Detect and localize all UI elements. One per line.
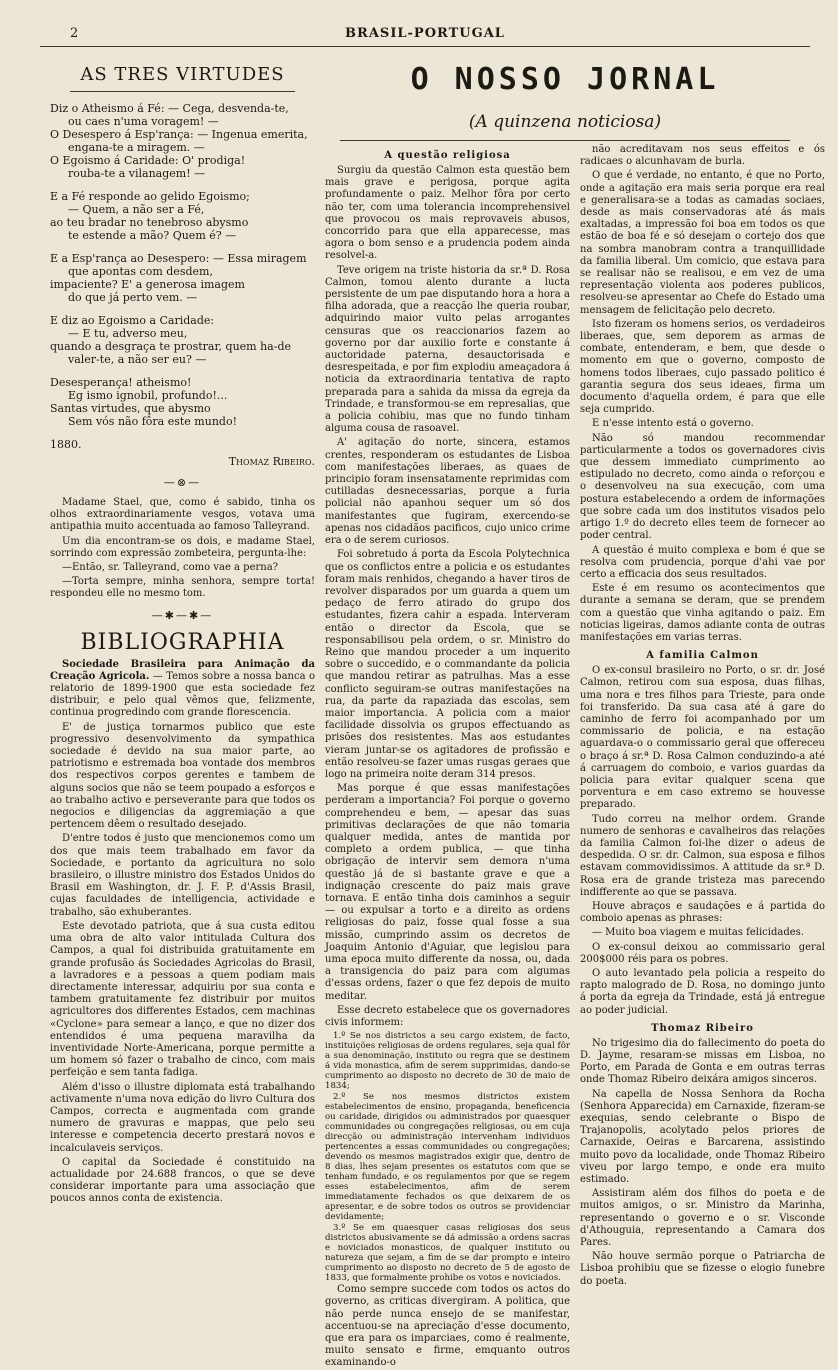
bibliography-title: BIBLIOGRAPHIA [80,629,285,655]
paragraph: — Muito boa viagem e muitas felicidades. [592,927,804,939]
ribeiro-body [580,1038,825,1288]
paragraph: 1.º Se nos districtos a seu cargo existem, de facto, instituições religiosas de ordens regulares, seja qual fôr a sua denominação, instituto ou regra que se destinem á vida monastica, afim de serem supprimidas, dando-se cumprimento ao disposto no decreto de 30 de maio de 1834; [325,1031,570,1092]
poem-line: — E tu, adverso meu, [68,327,188,340]
poem-line: ou caes n'uma voragem! — [68,115,219,128]
poem-line: Diz o Atheismo á Fé: — Cega, desvenda-te, [50,102,289,115]
poem-stanza [50,102,315,180]
paragraph: Como sempre succede com todos os actos do governo, as criticas divergiram. A politica, que não perde nunca ensejo de se manifestar, accentuou-se na apreciação d'esse documento, que era para os imparciaes, como é realmente, muito sensato e firme, emquanto outros examinando-o [325,1284,570,1369]
journal-title: O NOSSO JORNAL [410,62,720,97]
paragraph: Teve origem na triste historia da sr.ª D. Rosa Calmon, tomou alento durante a lucta persistente de um pae disputando hora a hora a filha adorada, que a reacção lhe queria roubar, adquirindo maior vulto pelas arrogantes censuras que os reaccionarios fazem ao governo por dar auxilio forte e constante á auctoridade paterna, desauctorisada e desrespeitada, e por fim explodiu ameaçadora á noticia da extraordinaria tentativa de rapto preparada para a sahida da missa da egreja da Trindade, e transformou-se em represalias, que a policia cohibiu, mas que no fundo tinham alguma cousa de rasoavel. [325,264,570,435]
section-heading-ribeiro: Thomaz Ribeiro [651,1022,754,1034]
calmon-body [580,665,825,1017]
religiosa-body [325,165,570,1029]
paragraph: Não só mandou recommendar particularmente a todos os governadores civis que dessem immediato cumprimento ao estipulado no decreto, como ainda o reforçou e o desenvolveu na sua execução, com uma postura estabelecendo a ordem de informações que sobre cada um dos institutos visados pelo artigo 1.º do decreto elles teem de fornecer ao poder central. [580,432,825,542]
poem-line: O Egoismo á Caridade: O' prodiga! [50,154,246,167]
poem-line: valer-te, a não ser eu? — [68,353,207,366]
poem-line: Sem vós não fôra este mundo! [68,415,237,428]
poem-body [50,102,315,428]
paragraph: O que é verdade, no entanto, é que no Porto, onde a agitação era mais seria porque era real e generalisara-se a todas as camadas sociaes, desde as mais conservadoras até ás mais exaltadas, a impressão foi boa em todos os que estão de boa fé e só desejam o cortejo dos que na sombra manobram contra a tranquillidade da familia liberal. Um comicio, que estava para se realisar não se realisou, e em vez de uma representação violenta aos poderes publicos, resolveu-se apresentar ao Chefe do Estado uma mensagem de felicitação pelo decreto. [580,170,825,316]
paragraph: E' de justiça tornarmos publico que este progressivo desenvolvimento da sympathica sociedade é devido na sua maior parte, ao patriotismo e estremada boa vontade dos membros dos respectivos corpos gerentes e tambem de alguns socios que não se teem poupado a esforços e ao trabalho activo e perseverante para que todos os negocios e diligencias da aggremiação a que pertencem dêem o resultado desejado. [50,721,315,831]
journal-subtitle: (A quinzena noticiosa) [468,112,662,132]
separator-ornament: —⊗— [163,476,202,489]
paragraph: 2.º Se nos mesmos districtos existem estabelecimentos de ensino, propaganda, beneficencia ou caridade, dirigidos ou administrados por quaesquer communidades ou congregações religiosas, ou em cuja direcção ou administração intervenham individuos pertencentes a essas communidades ou congregações; devendo os mesmos magistrados exigir que, dentro de 8 dias, lhes sejam presentes os estatutos com que se tenham fundado, e os regulamentos por que se regem esses estabelecimentos, afim de serem immediatamente fechados os que deixarem de os apresentar, e de sobre todos os outros se providenciar devidamente; [325,1092,570,1223]
poem-stanza [50,190,315,242]
paragraph: Houve abraços e saudações e á partida do comboio apenas as phrases: [580,900,825,925]
paragraph: O ex-consul brasileiro no Porto, o sr. dr. José Calmon, retirou com sua esposa, duas filhas, uma nora e tres filhos para Trieste, para onde foi transferido. Da sua casa até á gare do caminho de ferro foi acompanhado por um commissario de policia, e na estação aguardava-o o commissario geral que offereceu o braço á sr.ª D. Rosa Calmon conduzindo-a até á carruagem do comboio, e varios guardas da policia para evitar qualquer scena que porventura e em caso extremo se houvesse preparado. [580,665,825,811]
poem-line: E diz ao Egoismo a Caridade: [50,314,215,327]
paragraph: —Torta sempre, minha senhora, sempre torta! respondeu elle no mesmo tom. [50,576,315,600]
page-header [40,24,810,47]
anecdote [50,497,315,601]
column-middle [325,60,570,1369]
poem-line: do que já perto vem. — [68,291,198,304]
poem-line: E a Esp'rança ao Desespero: — Essa miragem [50,252,307,265]
paragraph: Não houve sermão porque o Patriarcha de Lisboa prohibiu que se fizesse o elogio funebre do poeta. [580,1251,825,1287]
separator-ornament: —✱—✱— [151,608,214,622]
poem-line: O Desespero á Esp'rança: — Ingenua emerita, [50,128,308,141]
paragraph: Na capella de Nossa Senhora da Rocha (Senhora Apparecida) em Carnaxide, fizeram-se exequias, sendo celebrante o Bispo de Trajanopolis, acolytado pelos priores de Carnaxide, Oeiras e Barcarena, assistindo muito povo da localidade, onde Thomaz Ribeiro viveu por largo tempo, e onde era muito estimado. [580,1088,825,1186]
poem-line: quando a desgraça te prostrar, quem ha-de [50,340,292,353]
paragraph: Assistiram além dos filhos do poeta e de muitos amigos, o sr. Ministro da Marinha, representando o governo e o sr. Visconde d'Athouguia, representando a Camara dos Pares. [580,1188,825,1249]
divider [70,91,295,92]
paragraph: A questão é muito complexa e bom é que se resolva com prudencia, porque d'ahi vae por certo a efficacia dos seus resultados. [580,544,825,580]
poem-line: Santas virtudes, que abysmo [50,402,211,415]
paragraph: Surgiu da questão Calmon esta questão bem mais grave e perigosa, porque agita profundamente o paiz. Melhor fôra por certo não ter, com uma tolerancia incomprehensivel que provocou os mais reprovaveis abusos, concorrido para que ella apparecesse, mas agora o bom senso e a prudencia podem ainda resolvel-a. [325,165,570,262]
poem-stanza [50,376,315,428]
poem-title: AS TRES VIRTUDES [80,64,285,85]
religiosa-closing [325,1284,570,1369]
paragraph: Um dia encontram-se os dois, e madame Stael, sorrindo com expressão zombeteira, pergunta-lhe: [50,535,315,559]
poem-line: que apontas com desdem, [68,265,213,278]
poem-line: — Quem, a não ser a Fé, [68,203,205,216]
paragraph: O ex-consul deixou ao commissario geral 200$000 réis para os pobres. [580,941,825,965]
paragraph: 3.º Se em quaesquer casas religiosas dos seus districtos abusivamente se dá admissão a ordens sacras e noviciados monasticos, de qualquer instituto ou natureza que sejam, a fim de se dar prompto e inteiro cumprimento ao disposto no decreto de 5 de agosto de 1833, que formalmente prohibe os votos e noviciados. [325,1223,570,1284]
paragraph: Além d'isso o illustre diplomata está trabalhando activamente n'uma nova edição do livro Cultura dos Campos, correcta e augmentada com grande numero de gravuras e mappas, que pelo seu interesse e competencia decerto prestará novos e incalculaveis serviços. [50,1081,315,1154]
poem-line: Desesperança! atheismo! [50,376,192,389]
poem-line: te estende a mão? Quem é? — [68,229,237,242]
paragraph: No trigesimo dia do fallecimento do poeta do D. Jayme, resaram-se missas em Lisboa, no Porto, em Parada de Gonta e em outras terras onde Thomaz Ribeiro deixára amigos sinceros. [580,1037,825,1086]
paragraph: Este é em resumo os acontecimentos que durante a semana se deram, que se prendem com a questão que vinha agitando o paiz. Em noticias ligeiras, damos adiante conta de outras manifestações em varias terras. [580,583,825,643]
poem-line: Eg ismo ignobil, profundo!... [68,389,228,402]
religiosa-continued [580,144,825,644]
paragraph: Foi sobretudo á porta da Escola Polytechnica que os conflictos entre a policia e os estudantes foram mais renhidos, chegando a haver tiros de revolver disparados por um guarda a quem um pedaço de ferro atirado do grupo dos estudantes, fizera cahir a espada. Interveram então o director da Escola, que se responsabilisou pela ordem, o sr. Ministro do Reino que mandou proceder a um inquerito sobre o succedido, e o commandante da policia que mandou retirar as patrulhas. Mas a esse conflicto seguiram-se outras manifestações na rua, da parte da rapaziada das escolas, sem maior importancia. A policia com a maior facilidade dissolvia os grupos effectuando as prisões dos resistentes. Mas aos estudantes vieram juntar-se os agitadores de profissão e então resolveu-se fazer umas rusgas geraes que logo na primeira noite deram 314 presos. [325,549,570,780]
paragraph: O capital da Sociedade é constituido na actualidade por 24.688 francos, o que se deve considerar importante para uma associação que poucos annos conta de existencia. [50,1156,315,1205]
paragraph: Tudo correu na melhor ordem. Grande numero de senhoras e cavalheiros das relações da familia Calmon foi-lhe dizer o adeus de despedida. O sr. dr. Calmon, sua esposa e filhos estavam commovidissimos. A attitude da sr.ª D. Rosa era de grande tristeza mas parecendo indifferente ao que se passava. [580,813,825,898]
poem-author: Thomaz Ribeiro. [228,455,315,468]
section-heading-religiosa: A questão religiosa [384,150,511,161]
paragraph: O auto levantado pela policia a respeito do rapto malogrado de D. Rosa, no domingo junto á porta da egreja da Trindade, está já entregue ao poder judicial. [580,968,825,1016]
running-title: BRASIL-PORTUGAL [345,26,505,41]
column-left [50,60,315,1205]
poem-line: E a Fé responde ao gelido Egoismo; [50,190,250,203]
paragraph: Este devotado patriota, que á sua custa editou uma obra de alto valor intitulada Cultura dos Campos, a qual foi distribuida gratuitamente em grande profusão ás Sociedades Agricolas do Brasil, a lavradores e a pessoas a quem podiam mais directamente interessar, adquiriu por sua conta e tambem gratuitamente fez distribuir por muitos agricultores dos differentes Estados, cem machinas «Cyclone» para semear a lanço, e que no dizer dos entendidos é uma pequena maravilha da inventividade Norte-Americana, porque permitte a um homem só fazer o trabalho de cinco, com mais perfeição e sem tanta fadiga. [50,920,315,1079]
bibliography-body [50,722,315,1206]
paragraph: Madame Stael, que, como é sabido, tinha os olhos extraordinariamente vesgos, votava uma antipathia muito accentuada ao famoso Talleyrand. [50,497,315,533]
paragraph: A' agitação do norte, sincera, estamos crentes, responderam os estudantes de Lisboa com manifestações liberaes, as quaes de principio foram insensatamente reprimidas com cutilladas desnecessarias, porque a furia policial não apanhou sequer um só dos manifestantes que fugiram, exercendo-se apenas nos cidadãos pacificos, cujo unico crime era o de serem curiosos. [325,437,570,547]
poem-line: rouba-te a vilanagem! — [68,167,206,180]
paragraph: Mas porque é que essas manifestações perderam a importancia? Foi porque o governo comprehendeu e bem, — apesar das suas primitivas declarações de que não tomaria qualquer medida, antes de mantida por completo a ordem publica, — que tinha obrigação de intervir sem demora n'uma questão já de si bastante grave e que a indignação crescente do paiz mais grave tornava. E então tinha dois caminhos a seguir — ou expulsar a torto e a direito as ordens religiosas do paiz, fosse qual fosse a sua missão, cumprindo assim os decretos de Joaquim Antonio d'Aguiar, que legislou para uma epoca muito differente da nossa, ou, dada a transigencia do paiz para com algumas d'essas ordens, fazer o que fez depois de muito meditar. [325,783,570,1002]
poem-stanza [50,314,315,366]
page-number: 2 [70,26,79,41]
paragraph: não acreditavam nos seus effeitos e ós radicaes o alcunhavam de burla. [580,144,825,168]
bibliography-lead: — Temos sobre a nossa banca o relatorio de 1899-1900 que esta sociedade fez distribuir, e pelo qual vêmos que, felizmente, continua progredindo com grande florescencia. [50,670,315,719]
paragraph: D'entre todos é justo que mencionemos como um dos que mais teem trabalhado em favor da Sociedade, e portanto da agricultura no solo brasileiro, o illustre ministro dos Estados Unidos do Brasil em Washington, dr. J. F. P. d'Assis Brasil, cujas faculdades de intelligencia, actividade e trabalho, são exhuberantes. [50,833,315,918]
paragraph: —Então, sr. Talleyrand, como vae a perna? [62,562,279,574]
paragraph: Isto fizeram os homens serios, os verdadeiros liberaes, que, sem deporem as armas de combate, entenderam, e bem, que desde o momento em que o governo, composto de homens todos liberaes, cujo passado politico é garantia segura dos seus ideaes, firma um documento d'aquella ordem, é para que elle seja cumprido. [580,318,825,416]
poem-line: ao teu bradar no tenebroso abysmo [50,216,249,229]
poem-date: 1880. [50,438,82,451]
bibliography-heading: Sociedade Brasileira para Animação da Creação Agricola. [50,658,315,682]
poem-stanza [50,252,315,304]
poem-line: impaciente? E' a generosa imagem [50,278,245,291]
section-heading-calmon: A familia Calmon [646,650,759,662]
paragraph: Esse decreto estabelece que os governadores civis informem: [325,1004,570,1029]
paragraph: E n'esse intento está o governo. [592,418,754,430]
column-right [580,60,825,1287]
decree-footnotes [325,1031,570,1283]
poem-line: engana-te a miragem. — [68,141,205,154]
